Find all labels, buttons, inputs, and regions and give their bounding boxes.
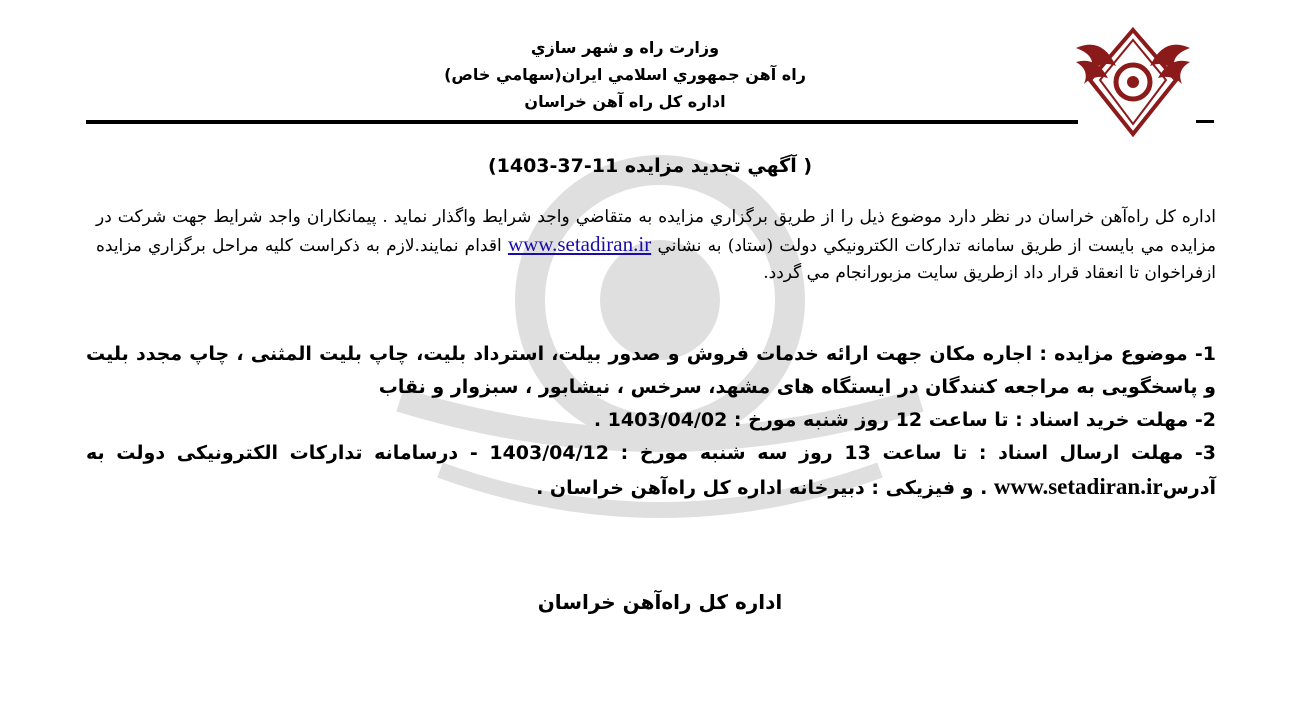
notice-title: ( آگهي تجديد مزايده 11-37-1403) [487, 155, 813, 177]
item-submission-end: . و فیزیکی : دبیرخانه اداره کل راه‌آهن خراسان . [536, 477, 994, 499]
setadiran-link[interactable]: www.setadiran.ir [507, 232, 652, 256]
item-purchase-deadline: 2- مهلت خرید اسناد : تا ساعت 12 روز شنبه مورخ : 1403/04/02 . [593, 409, 1216, 431]
item-submission-deadline [86, 437, 1216, 505]
notice-items [86, 338, 1216, 505]
intro-paragraph [96, 204, 1216, 287]
signature-office: اداره كل راه‌آهن خراسان [537, 590, 783, 614]
item-submission-text: 3- مهلت ارسال اسناد : تا ساعت 13 روز سه شنبه مورخ : 1403/04/12 - درسامانه تدارکات الکترونیکی دولت به آدرس [86, 442, 1216, 499]
item-submission-url: www.setadiran.ir [993, 474, 1163, 499]
company-name: راه آهن جمهوري اسلامي ايران(سهامي خاص) [444, 65, 806, 84]
item-subject: 1- موضوع مزایده : اجاره مکان جهت ارائه خدمات فروش و صدور بیلت، استرداد بلیت، چاپ بلیت المثنی ، چاپ مجدد بلیت و پاسخگویی به مراجعه کنندگان در ایستگاه های مشهد، سرخس ، نیشابور ، سبزوار و نقاب [86, 343, 1216, 398]
intro-text-part1: اداره كل راه‌آهن خراسان در نظر دارد موضوع ذيل را از طريق برگزاري مزايده به متقاضي واجد شرايط واگذار نمايد . پيمانكاران واجد شرايط جهت شركت در مزايده مي بايست از طريق سامانه تداركات الكترونيكي دولت (ستاد) به نشاني [96, 207, 1216, 256]
header-divider-end [1196, 120, 1214, 123]
railway-emblem-icon [1072, 26, 1194, 138]
header-divider [86, 120, 1078, 124]
intro-text-part2: اقدام نمايند.لازم به ذكراست كليه مراحل برگزاري مزايده ازفراخوان تا انعقاد قرار داد ازطريق سايت مزبورانجام مي گردد. [96, 236, 1216, 283]
office-name: اداره كل راه آهن خراسان [524, 92, 726, 111]
letterhead [430, 34, 820, 115]
ministry-name: وزارت راه و شهر سازي [530, 38, 720, 57]
